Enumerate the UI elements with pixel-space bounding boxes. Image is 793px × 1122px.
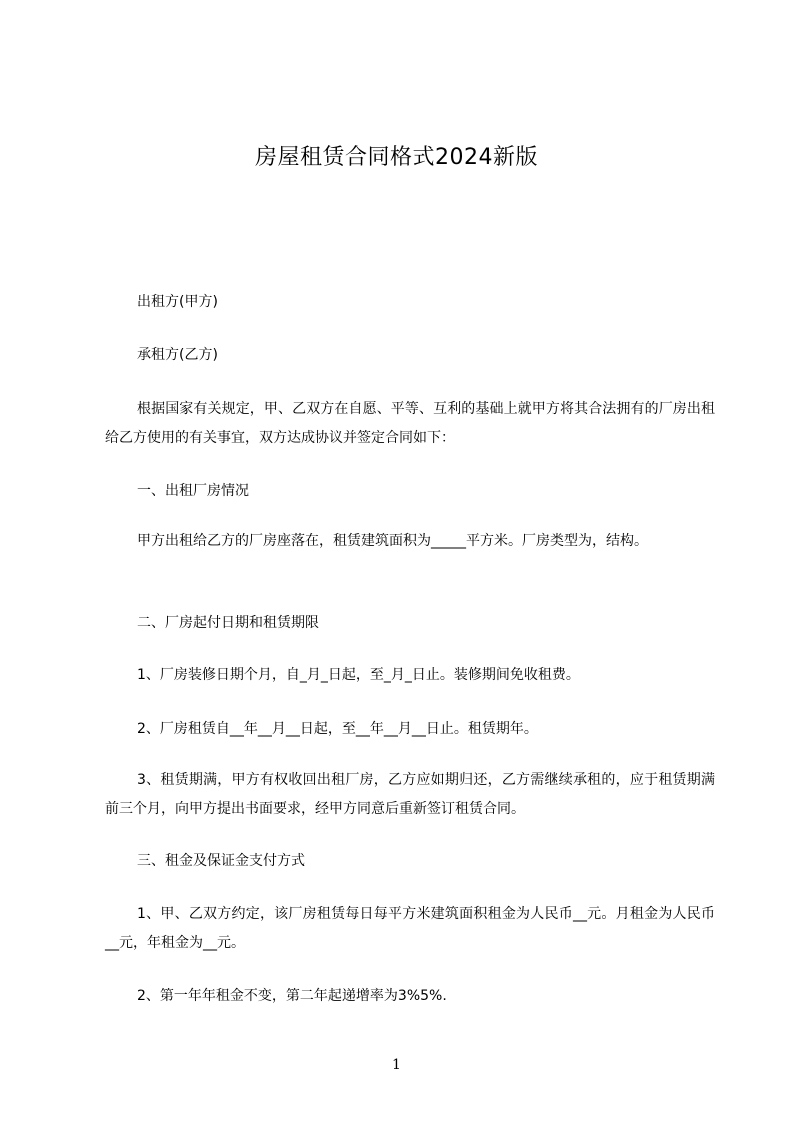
clause-2-1: 1、厂房装修日期个月，自_月_日起，至_月_日止。装修期间免收租费。 [137, 667, 580, 683]
document-title: 房屋租赁合同格式2024新版 [255, 145, 538, 170]
section-heading-1: 一、出租厂房情况 [137, 483, 249, 499]
party-b-line: 承租方(乙方) [137, 347, 218, 363]
clause-3-2: 2、第一年年租金不变，第二年起递增率为3%5%. [137, 988, 447, 1004]
section-heading-2: 二、厂房起付日期和租赁期限 [137, 615, 319, 631]
section-1-paragraph: 甲方出租给乙方的厂房座落在，租赁建筑面积为_____平方米。厂房类型为，结构。 [137, 533, 648, 549]
preamble-paragraph: 根据国家有关规定，甲、乙双方在自愿、平等、互利的基础上就甲方将其合法拥有的厂房出租给乙方使用的有关事宜，双方达成协议并签定合同如下： [105, 401, 715, 446]
clause-2-3: 3、租赁期满，甲方有权收回出租厂房，乙方应如期归还，乙方需继续承租的，应于租赁期满前三个月，向甲方提出书面要求，经甲方同意后重新签订租赁合同。 [105, 772, 715, 817]
clause-2-2: 2、厂房租赁自__年__月__日起，至__年__月__日止。租赁期年。 [137, 721, 538, 737]
section-heading-3: 三、租金及保证金支付方式 [137, 853, 305, 869]
party-a-line: 出租方(甲方) [137, 294, 218, 310]
clause-3-1: 1、甲、乙双方约定，该厂房租赁每日每平方米建筑面积租金为人民币__元。月租金为人民币__元，年租金为__元。 [105, 906, 715, 951]
page-number: 1 [392, 1057, 401, 1073]
